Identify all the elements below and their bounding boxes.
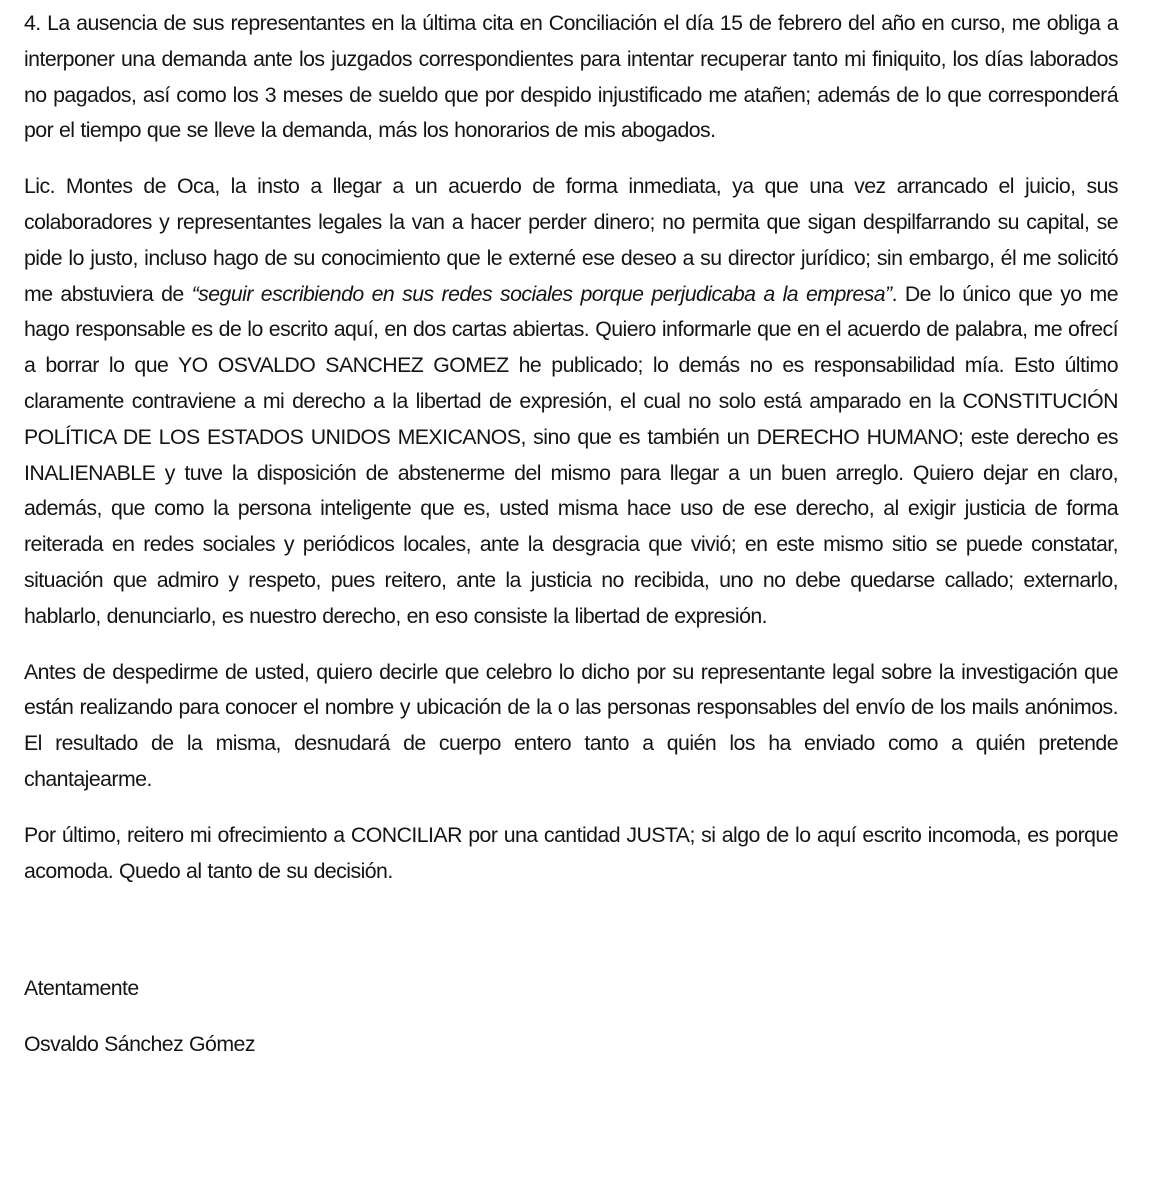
paragraph-request-agreement <box>24 169 1118 634</box>
paragraph-6-text: Antes de despedirme de usted, quiero decirle que celebro lo dicho por su representante legal sobre la investigación que están realizando para conocer el nombre y ubicación de la o las personas responsables del envío de los mails anónimos. El resultado de la misma, desnudará de cuerpo entero tanto a quién los ha enviado como a quién pretende chantajearme. <box>24 659 1118 791</box>
paragraph-investigation <box>24 655 1118 798</box>
signature-name: Osvaldo Sánchez Gómez <box>24 1032 255 1057</box>
letter-page <box>24 6 1118 1063</box>
paragraph-5-text-b: . De lo único que yo me hago responsable es de lo escrito aquí, en dos cartas abiertas. Quiero informarle que en el acuerdo de palabra, me ofrecí a borrar lo que YO OSVALDO SANCHEZ GOMEZ he publicado; lo demás no es responsabilidad mía. Esto último claramente contraviene a mi derecho a la libertad de expresión, el cual no solo está amparado en la CONSTITUCIÓN POLÍTICA DE LOS ESTADOS UNIDOS MEXICANOS, sino que es también un DERECHO HUMANO; este derecho es INALIENABLE y tuve la disposición de abstenerme del mismo para llegar a un buen arreglo. Quiero dejar en claro, además, que como la persona inteligente que es, usted misma hace uso de ese derecho, al exigir justicia de forma reiterada en redes sociales y periódicos locales, ante la desgracia que vivió; en este mismo sitio se puede constatar, situación que admiro y respeto, pues reitero, ante la justicia no recibida, uno no debe quedarse callado; externarlo, hablarlo, denunciarlo, es nuestro derecho, en eso consiste la libertad de expresión. <box>24 281 1119 628</box>
paragraph-final-offer <box>24 818 1118 890</box>
closing-greeting: Atentamente <box>24 976 139 1001</box>
quoted-director-request: “seguir escribiendo en sus redes sociales porque perjudicaba a la empresa” <box>191 281 892 306</box>
paragraph-7-text: Por último, reitero mi ofrecimiento a CONCILIAR por una cantidad JUSTA; si algo de lo aquí escrito incomoda, es porque acomoda. Quedo al tanto de su decisión. <box>24 822 1118 883</box>
paragraph-5-text-a: Lic. Montes de Oca, la insto a llegar a un acuerdo de forma inmediata, ya que una vez arrancado el juicio, sus colaboradores y representantes legales la van a hacer perder dinero; no permita que sigan despilfarrando su capital, se pide lo justo, incluso hago de su conocimiento que le externé ese deseo a su director jurídico; sin embargo, él me solicitó me abstuviera de <box>24 174 1118 306</box>
paragraph-4-text: 4. La ausencia de sus representantes en la última cita en Conciliación el día 15 de febrero del año en curso, me obliga a interponer una demanda ante los juzgados correspondientes para intentar recuperar tanto mi finiquito, los días laborados no pagados, así como los 3 meses de sueldo que por despido injustificado me atañen; además de lo que corresponderá por el tiempo que se lleve la demanda, más los honorarios de mis abogados. <box>24 11 1118 143</box>
paragraph-4 <box>24 6 1118 149</box>
